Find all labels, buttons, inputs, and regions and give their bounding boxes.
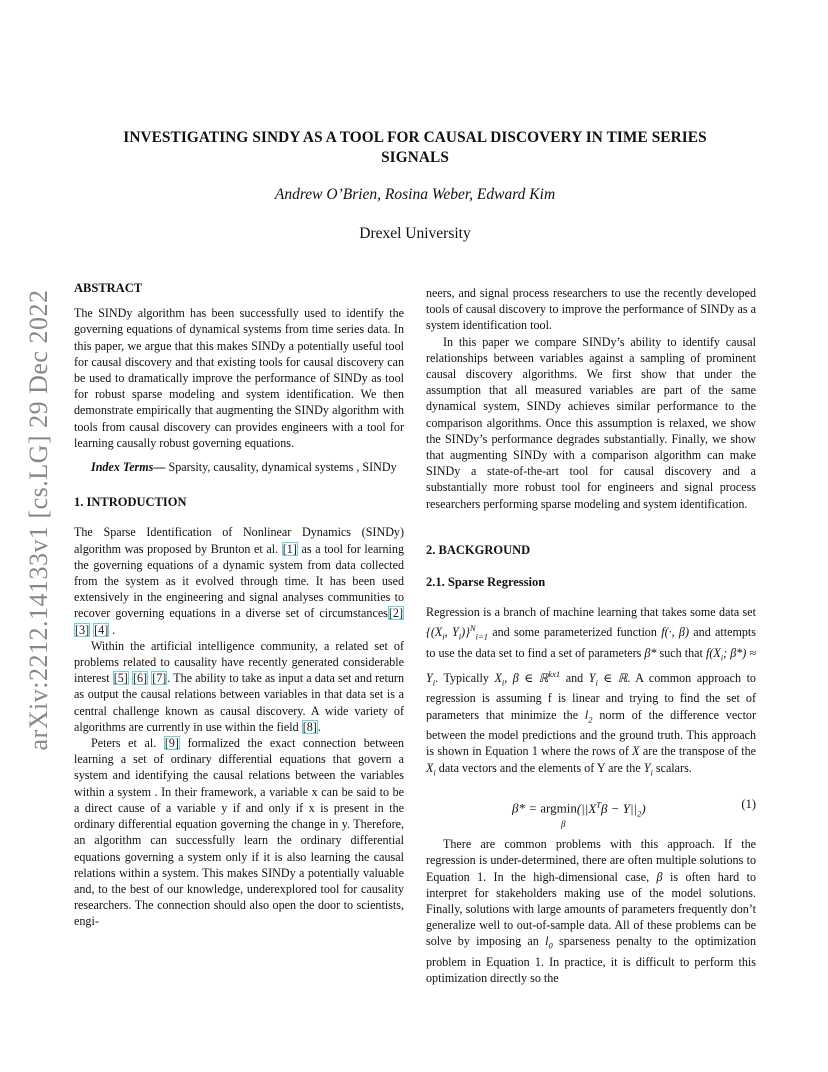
intro-paragraph-2: Within the artificial intelligence community, a related set of problems related to causality have recently generated considerable interest [5] [6] [7]. The ability to take as input a data set and return as output the causal relations between variables in that data set is a central challenge known as causal discovery. A wide variety of algorithms are currently in use within the field [8].	[74, 638, 405, 734]
citation-link[interactable]: [7]	[152, 671, 167, 686]
equation-body: $\beta* = argmin(||X^T\beta - Y||_2)$	[512, 799, 646, 819]
paper-title: INVESTIGATING SINDY AS A TOOL FOR CAUSAL DISCOVERY IN TIME SERIES SIGNALS	[123, 129, 707, 166]
paper-authors: Andrew O’Brien, Rosina Weber, Edward Kim	[274, 186, 556, 203]
abstract-heading: ABSTRACT	[74, 281, 143, 295]
citation-link[interactable]: [4]	[94, 622, 109, 637]
index-terms-text: Sparsity, causality, dynamical systems , SINDy	[165, 460, 397, 475]
equation-subscript: β	[561, 819, 566, 830]
left-column	[74, 280, 404, 930]
citation-link[interactable]: [2]	[388, 606, 403, 621]
citation-link[interactable]: [1]	[282, 541, 297, 556]
background-heading: 2. BACKGROUND	[426, 542, 531, 557]
arxiv-stamp	[20, 285, 58, 755]
equation-1	[426, 792, 756, 830]
abstract-text: The SINDy algorithm has been successfully used to identify the governing equations of dynamical systems from time series data. In this paper, we argue that this makes SINDy a potentially useful tool for causal discovery and that existing tools for causal discovery can be used to dramatically improve the performance of SINDy as tool for robust sparse modeling and system identification. We then demonstrate empirically that augmenting the SINDy algorithm with tools from causal discovery can provides engineers with a tool for learning causally robust governing equations.	[74, 306, 404, 450]
arxiv-stamp-text: arXiv:2212.14133v1 [cs.LG] 29 Dec 2022	[24, 289, 53, 751]
intro-paragraph-4: In this paper we compare SINDy’s ability to identify causal relationships between variables against a sampling of prominent causal discovery algorithms. We first show that under the assumption that all measured variables are part of the same dynamical system, SINDy achieves similar performance to the comparison algorithms. Once this assumption is relaxed, we show the SINDy’s performance degrades substantially. Finally, we show that augmenting SINDy with a comparison algorithm can make SINDy a state-of-the-art tool for causal discovery and a substantially more robust tool for engineers and signal process researchers performing sparse modeling and system identification.	[426, 334, 756, 511]
citation-link[interactable]: [5]	[113, 671, 128, 686]
intro-paragraph-3: Peters et al. [9] formalized the exact connection between learning a set of ordinary differential equations that govern a system and identifying the causal relations between the variables within a system . In their framework, a variable x can be said to be a direct cause of a variable y if and only if x is present in the ordinary differential equation governing the change in y. Therefore, an algorithm can successfully learn the ordinary differential equations governing a system only if it is also learning the causal relations within a system. This makes SINDy a potentially valuable and, to the best of our knowledge, underexplored tool for causality researchers. The connection should also open the door to scientists, engi-	[74, 736, 404, 929]
paper-affiliation: Drexel University	[359, 225, 471, 242]
intro-paragraph-3-cont: neers, and signal process researchers to use the recently developed tools of causal discovery to improve the performance of SINDy as a system identification tool.	[426, 286, 756, 333]
background-paragraph-1: Regression is a branch of machine learning that takes some data set {($X_i$, $Y_i)\}^N_{i=1}$ and some parameterized function f(·, β) and attempts to use the data set to find a set of parameters β* such that $f(X_i$; $\beta*) \approx Y_i$. Typically $X_i$, β ∈ ℝ$^{kx1}$ and $Y_i$ ∈ ℝ. A common approach to regression is assuming f is linear and trying to find the set of parameters that minimize the $l_2$ norm of the difference vector between the model predictions and the ground truth. This approach is shown in Equation 1 where the rows of X are the transpose of the $X_i$ data vectors and the elements of Y are the $Y_i$ scalars.	[426, 605, 757, 777]
citation-link[interactable]: [3]	[75, 622, 90, 637]
index-terms	[74, 459, 404, 475]
sparse-regression-heading: 2.1. Sparse Regression	[426, 575, 546, 590]
background-paragraph-2: There are common problems with this approach. If the regression is under-determined, there are often multiple solutions to Equation 1. In the high-dimensional case, β is often hard to interpret for stakeholders making use of the model solutions. Finally, solutions with large amounts of parameters frequently don’t generalize well to out-of-sample data. All of these problems can be solve by imposing an $l_0$ sparseness penalty to the optimization problem in Equation 1. In practice, it is difficult to perform this optimization directly so the	[426, 837, 757, 986]
right-column	[426, 285, 756, 986]
intro-paragraph-1: The Sparse Identification of Nonlinear Dynamics (SINDy) algorithm was proposed by Brunton et al. [1] as a tool for learning the governing equations of a dynamic system from data collected from the system as it evolved through time. It has been used extensively in the engineering and signal analyses communities to recover governing equations in a diverse set of circumstances[2] [3] [4] .	[74, 525, 404, 637]
citation-link[interactable]: [6]	[132, 671, 148, 686]
equation-number: (1)	[741, 797, 756, 812]
citation-link[interactable]: [9]	[164, 736, 179, 751]
intro-heading: 1. INTRODUCTION	[74, 495, 187, 510]
citation-link[interactable]: [8]	[302, 719, 317, 734]
index-terms-label: Index Terms—	[91, 460, 166, 475]
